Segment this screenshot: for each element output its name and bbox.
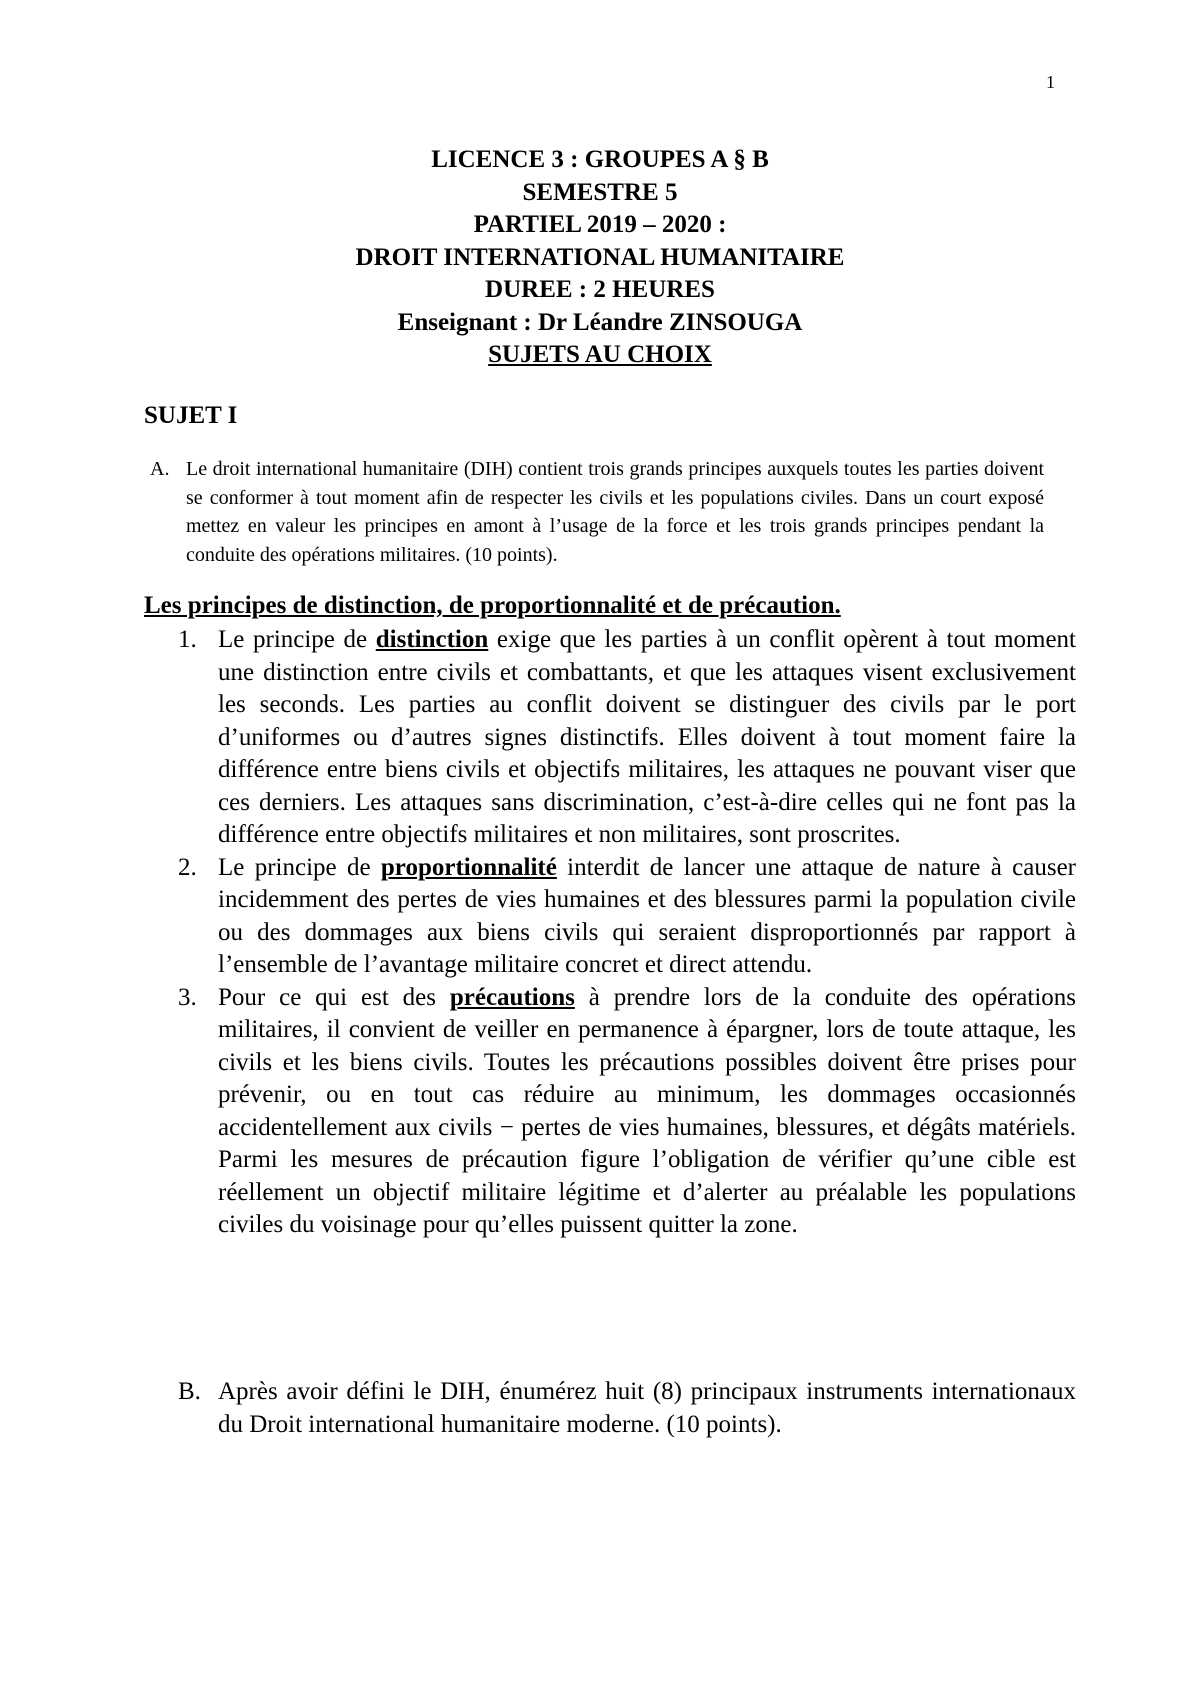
exam-header <box>0 144 1200 372</box>
subject-title: SUJET I <box>144 402 238 429</box>
header-exam-year: PARTIEL 2019 – 2020 : <box>473 211 727 238</box>
header-teacher: Enseignant : Dr Léandre ZINSOUGA <box>397 308 803 336</box>
answer-text-before: Le principe de <box>218 853 381 881</box>
answer-number: 2. <box>178 853 197 881</box>
answer-heading: Les principes de distinction, de proportionnalité et de précaution. <box>144 592 841 619</box>
answer-text-before: Pour ce qui est des <box>218 983 450 1011</box>
question-b <box>178 1376 1076 1441</box>
answer-item-precautions <box>178 982 1077 1242</box>
header-duration: DUREE : 2 HEURES <box>485 276 715 303</box>
header-level: LICENCE 3 : GROUPES A § B <box>431 146 769 173</box>
answer-term: proportionnalité <box>380 853 557 881</box>
header-semester: SEMESTRE 5 <box>522 178 678 206</box>
header-course: DROIT INTERNATIONAL HUMANITAIRE <box>355 243 845 271</box>
answer-text-after: exige que les parties à un conflit opèrent à tout moment une distinction entre civils et combattants, et que les attaques visent exclusivement les seconds. Les parties au conflit doivent se distinguer des civils par le port d’uniformes ou d’autres signes distinctifs. Elles doivent à tout moment faire la différence entre biens civils et objectifs militaires, les attaques ne pouvant viser que ces derniers. Les attaques sans discrimination, c’est-à-dire celles qui ne font pas la différence entre objectifs militaires et non militaires, sont proscrites. <box>218 626 1077 848</box>
answer-list <box>178 624 1077 1242</box>
question-a-text: Le droit international humanitaire (DIH) contient trois grands principes auxquels toutes les parties doivent se conformer à tout moment afin de respecter les civils et les populations civiles. Dans un court exposé mettez en valeur les principes en amont à l’usage de la force et les trois grands principes pendant la conduite des opérations militaires. (10 points). <box>186 458 1044 566</box>
answer-text-after: interdit de lancer une attaque de nature à causer incidemment des pertes de vies humaines et des blessures parmi la population civile ou des dommages aux biens civils qui seraient disproportionnés par rapport à l’ensemble de l’avantage militaire concret et direct attendu. <box>218 853 1077 978</box>
answer-text-before: Le principe de <box>218 626 376 653</box>
answer-item-proportionnalite <box>178 852 1077 982</box>
header-subject-choice: SUJETS AU CHOIX <box>488 341 712 368</box>
answer-term: distinction <box>375 626 489 653</box>
answer-text-after: à prendre lors de la conduite des opérations militaires, il convient de veiller en permanence à épargner, lors de toute attaque, les civils et les biens civils. Toutes les précautions possibles doivent être prises pour prévenir, ou en tout cas réduire au minimum, les dommages occasionnés accidentellement aux civils − pertes de vies humaines, blessures, et dégâts matériels. Parmi les mesures de précaution figure l’obligation de vérifier qu’une cible est réellement un objectif militaire légitime et d’alerter au préalable les populations civiles du voisinage pour qu’elles puissent quitter la zone. <box>218 983 1077 1238</box>
answer-number: 3. <box>178 983 197 1011</box>
answer-item-distinction <box>178 624 1077 852</box>
question-b-text: Après avoir défini le DIH, énumérez huit (8) principaux instruments internationaux du Droit international humanitaire moderne. (10 points). <box>218 1378 1076 1438</box>
page-number: 1 <box>1046 72 1055 92</box>
answer-term: précautions <box>449 983 575 1011</box>
question-b-label: B. <box>178 1378 201 1405</box>
answer-number: 1. <box>178 626 197 653</box>
question-a <box>150 455 1044 569</box>
question-a-label: A. <box>150 458 170 480</box>
